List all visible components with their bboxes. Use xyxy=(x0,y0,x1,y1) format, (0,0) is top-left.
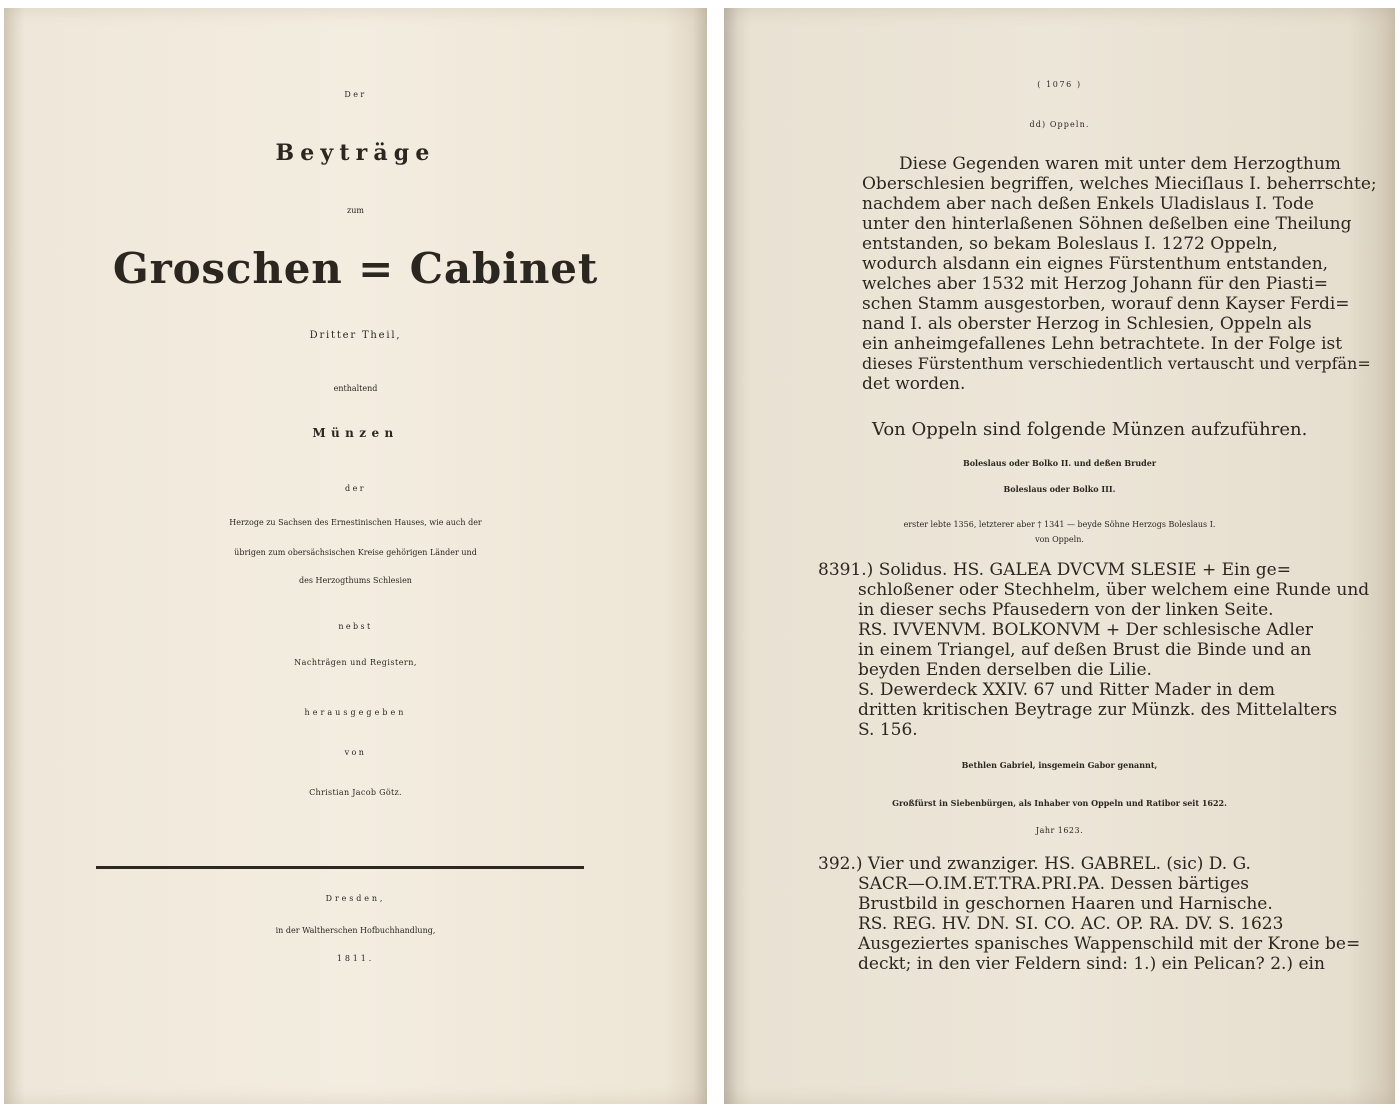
text-line: welches aber 1532 mit Herzog Johann für den Piasti= xyxy=(862,274,1329,294)
coin-intro-line: Von Oppeln sind folgende Münzen aufzuführen. xyxy=(872,419,1308,440)
title-line-zum: zum xyxy=(347,206,364,215)
ruler-heading-bethlen: Bethlen Gabriel, insgemein Gabor genannt, xyxy=(961,760,1158,770)
title-line-herzoge-2: übrigen zum obersächsischen Kreise gehörigen Länder und xyxy=(234,548,477,557)
imprint-publisher: in der Waltherschen Hofbuchhandlung, xyxy=(275,926,436,935)
page-number: ( 1076 ) xyxy=(1037,80,1082,89)
text-line: Ausgeziertes spanisches Wappenschild mit der Krone be= xyxy=(858,934,1361,954)
text-line: Brustbild in geschornen Haaren und Harnische. xyxy=(858,894,1273,914)
title-line-dritter-theil: Dritter Theil, xyxy=(309,330,402,341)
text-line: ein anheimgefallenes Lehn betrachtete. In der Folge ist xyxy=(862,334,1343,354)
text-line: S. 156. xyxy=(858,720,918,740)
title-line-der-small: der xyxy=(345,484,366,493)
ruler-subheading-boleslaus-2: von Oppeln. xyxy=(1035,535,1084,544)
text-line: entstanden, so bekam Boleslaus I. 1272 Oppeln, xyxy=(862,234,1278,254)
title-line-muenzen: Münzen xyxy=(312,426,399,440)
text-line: nand I. als oberster Herzog in Schlesien, Oppeln als xyxy=(862,314,1312,334)
page-fold-shadow xyxy=(724,8,738,1104)
text-line: SACR—O.IM.ET.TRA.PRI.PA. Dessen bärtiges xyxy=(858,874,1250,894)
text-line: S. Dewerdeck XXIV. 67 und Ritter Mader in dem xyxy=(858,680,1276,700)
text-line: Oberschlesien begriffen, welches Mieciſlaus I. beherrschte; xyxy=(862,174,1377,194)
text-line: beyden Enden derselben die Lilie. xyxy=(858,660,1152,680)
text-line: dieses Fürstenthum verschiedentlich vertauscht und verpfän= xyxy=(862,354,1371,373)
title-line-herzoge-1: Herzoge zu Sachsen des Ernestinischen Hauses, wie auch der xyxy=(229,518,482,527)
title-line-groschen-cabinet: Groschen = Cabinet xyxy=(112,244,599,293)
right-page-text-page xyxy=(724,8,1395,1104)
author-name: Christian Jacob Götz. xyxy=(309,788,402,797)
title-line-nebst: nebst xyxy=(338,622,373,631)
text-line: in einem Triangel, auf deßen Brust die Binde und an xyxy=(858,640,1312,660)
section-heading: dd) Oppeln. xyxy=(1029,120,1090,129)
title-line-herausgegeben: herausgegeben xyxy=(304,708,407,717)
imprint-year: 1811. xyxy=(336,954,375,963)
title-line-enthaltend: enthaltend xyxy=(333,384,378,393)
title-line-von: von xyxy=(344,748,367,757)
text-line: RS. IVVENVM. BOLKONVM + Der schlesische Adler xyxy=(858,620,1314,640)
text-line: nachdem aber nach deßen Enkels Uladislaus I. Tode xyxy=(862,194,1314,214)
text-line: schen Stamm ausgestorben, worauf denn Kayser Ferdi= xyxy=(862,294,1350,314)
text-line: 8391.) Solidus. HS. GALEA DVCVM SLESIE + Ein ge= xyxy=(818,560,1291,580)
text-line: det worden. xyxy=(862,374,966,394)
title-rule xyxy=(96,866,584,869)
ruler-subheading-bethlen: Großfürst in Siebenbürgen, als Inhaber von Oppeln und Ratibor seit 1622. xyxy=(892,798,1227,808)
text-line: in dieser sechs Pfausedern von der linken Seite. xyxy=(858,600,1274,620)
text-line: RS. REG. HV. DN. SI. CO. AC. OP. RA. DV. S. 1623 xyxy=(858,914,1284,934)
ruler-heading-boleslaus: Boleslaus oder Bolko II. und deßen Bruder xyxy=(962,458,1157,468)
text-line: 392.) Vier und zwanziger. HS. GABREL. (sic) D. G. xyxy=(818,854,1251,874)
text-line: schloßener oder Stechhelm, über welchem eine Runde und xyxy=(858,580,1370,600)
ruler-heading-boleslaus-2: Boleslaus oder Bolko III. xyxy=(1003,484,1116,494)
title-line-herzoge-3: des Herzogthums Schlesien xyxy=(299,576,412,585)
year-heading: Jahr 1623. xyxy=(1035,826,1084,835)
ruler-subheading-boleslaus: erster lebte 1356, letzterer aber † 1341 — beyde Söhne Herzogs Boleslaus I. xyxy=(903,520,1216,529)
title-line-beytraege: Beyträge xyxy=(275,140,436,166)
left-page-title-page xyxy=(4,8,707,1104)
imprint-city: Dresden, xyxy=(325,894,386,903)
text-line: wodurch alsdann ein eignes Fürstenthum entstanden, xyxy=(862,254,1329,274)
text-line: deckt; in den vier Feldern sind: 1.) ein Pelican? 2.) ein xyxy=(858,954,1325,974)
text-line: unter den hinterlaßenen Söhnen deßelben eine Theilung xyxy=(862,214,1352,234)
title-line-der: Der xyxy=(344,90,367,99)
text-line: Diese Gegenden waren mit unter dem Herzogthum xyxy=(899,154,1341,174)
title-line-nachtraegen: Nachträgen und Registern, xyxy=(294,658,417,667)
text-line: dritten kritischen Beytrage zur Münzk. des Mittelalters xyxy=(858,700,1338,720)
